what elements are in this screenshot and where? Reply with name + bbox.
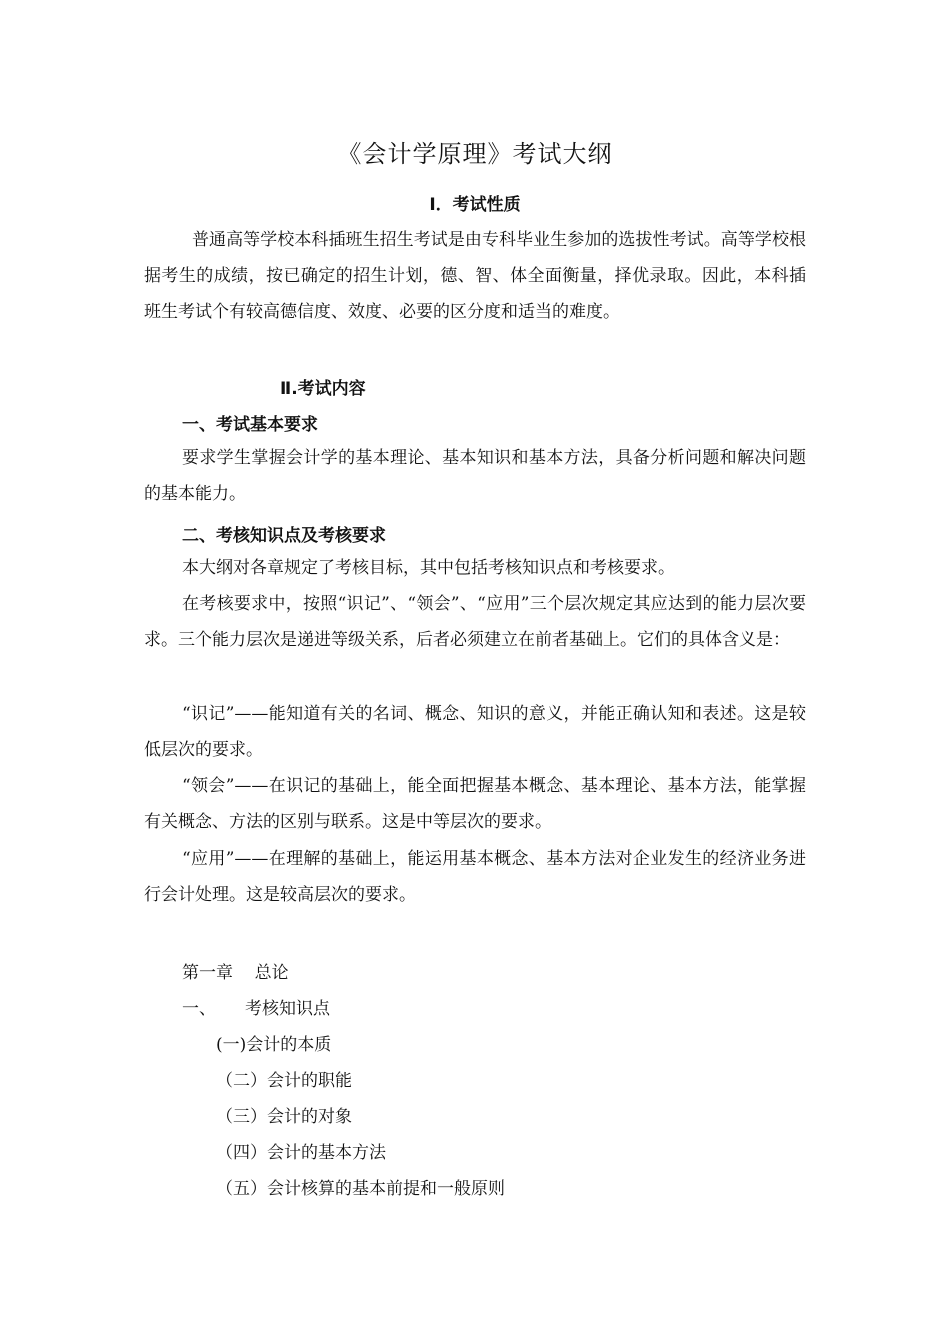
section-heading-exam-content: Ⅱ.考试内容 [280,379,366,399]
document-title: 《会计学原理》考试大纲 [337,140,613,168]
recall-definition-paragraph: “识记”——能知道有关的名词、概念、知识的意义，并能正确认知和表述。这是较低层次的要求。 [144,704,806,760]
knowledge-point-item: （三）会计的对象 [216,1107,352,1127]
knowledge-points-paragraph-2: 在考核要求中，按照“识记”、“领会”、“应用”三个层次规定其应达到的能力层次要求。三个能力层次是递进等级关系，后者必须建立在前者基础上。它们的具体含义是： [144,594,806,650]
section-heading-exam-nature: Ⅰ．考试性质 [429,195,521,215]
chapter-1-item-text: 考核知识点 [245,999,330,1019]
knowledge-point-item: (一)会计的本质 [216,1035,332,1055]
chapter-1-item-label: 一、 [182,999,216,1019]
apply-definition-paragraph: “应用”——在理解的基础上，能运用基本概念、基本方法对企业发生的经济业务进行会计处理。这是较高层次的要求。 [144,849,806,905]
basic-requirements-paragraph: 要求学生掌握会计学的基本理论、基本知识和基本方法，具备分析问题和解决问题的基本能力。 [144,448,806,504]
exam-nature-paragraph: 普通高等学校本科插班生招生考试是由专科毕业生参加的选拔性考试。高等学校根据考生的成绩，按已确定的招生计划，德、智、体全面衡量，择优录取。因此，本科插班生考试个有较高德信度、效度、必要的区分度和适当的难度。 [144,230,806,322]
chapter-1-heading: 第一章 总论 [182,963,289,983]
knowledge-points-paragraph-1: 本大纲对各章规定了考核目标，其中包括考核知识点和考核要求。 [182,558,675,578]
subsection-heading-knowledge-points: 二、考核知识点及考核要求 [182,526,386,546]
knowledge-point-item: （四）会计的基本方法 [216,1143,386,1163]
knowledge-point-item: （二）会计的职能 [216,1071,352,1091]
subsection-heading-basic-requirements: 一、考试基本要求 [182,415,318,435]
knowledge-point-item: （五）会计核算的基本前提和一般原则 [216,1179,505,1199]
comprehend-definition-paragraph: “领会”——在识记的基础上，能全面把握基本概念、基本理论、基本方法，能掌握有关概念、方法的区别与联系。这是中等层次的要求。 [144,776,806,832]
